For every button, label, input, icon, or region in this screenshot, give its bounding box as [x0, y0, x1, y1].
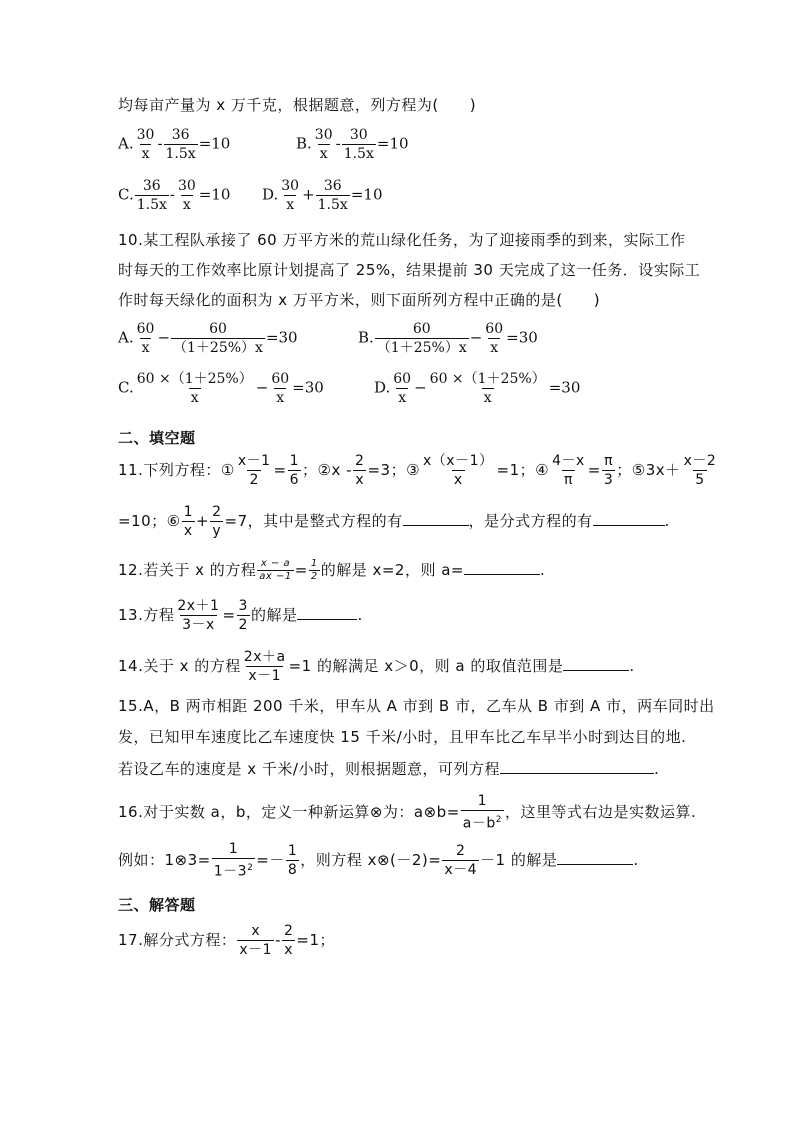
- q11-answer-blank-2[interactable]: [593, 511, 665, 526]
- q9-option-b: B. $\frac{30}{x}$ - $\frac{30}{1.5x}$ =10: [296, 127, 409, 162]
- q10-line1: 10.某工程队承接了 60 万平方米的荒山绿化任务，为了迎接雨季的到来，实际工作: [118, 231, 686, 249]
- section-heading-fill-in: 二、填空题: [118, 429, 196, 447]
- q9-stem-tail: 均每亩产量为 x 万千克，根据题意，列方程为( ): [118, 96, 477, 114]
- q12-answer-blank[interactable]: [464, 560, 540, 575]
- q16-line2: 例如：1⊗3= $\frac{1}{1-3^2}$ =－ $\frac{1}{8}$ ，则方程 x⊗(－2)= $\frac{2}{x-4}$ －1 的解是 .: [118, 841, 639, 880]
- q10-option-d: D. $\frac{60}{x}$ − $\frac{60 \times(1+25\%)}{x}$ =30: [374, 371, 581, 406]
- q10-option-b: B. $\frac{60}{(1+25\%)x}$ − $\frac{60}{x}$ =30: [358, 321, 538, 356]
- q17-line: 17.解分式方程： $\frac{x}{x-1}$ - $\frac{2}{x}$ =1；: [118, 923, 336, 958]
- q9-option-c: C. $\frac{36}{1.5x}$ - $\frac{30}{x}$ =10: [118, 178, 231, 213]
- q15-answer-blank[interactable]: [500, 759, 654, 774]
- q11-line2: =10；⑥ $\frac{1}{x}$ + $\frac{2}{y}$ =7，其中是整式方程的有 ，是分式方程的有 .: [118, 504, 670, 539]
- q12-line: 12.若关于 x 的方程 $\frac{x - a}{ax -1}$ = $\frac{1}{2}$ 的解是 x=2，则 a= .: [118, 558, 546, 582]
- q16-answer-blank[interactable]: [557, 850, 633, 865]
- q13-answer-blank[interactable]: [297, 605, 357, 620]
- q10-option-c: C. $\frac{60 \times(1+25\%)}{x}$ − $\frac{60}{x}$ =30: [118, 371, 324, 406]
- q10-option-a: A. $\frac{60}{x}$ − $\frac{60}{(1+25\%)x}$ =30: [118, 321, 298, 356]
- q15-line1: 15.A，B 两市相距 200 千米，甲车从 A 市到 B 市，乙车从 B 市到 A 市，两车同时出: [118, 697, 715, 715]
- q10-line2: 时每天的工作效率比原计划提高了 25%，结果提前 30 天完成了这一任务．设实际工: [118, 261, 701, 279]
- q10-line3: 作时每天绿化的面积为 x 万平方米，则下面所列方程中正确的是( ): [118, 291, 601, 309]
- q15-line3: 若设乙车的速度是 x 千米/小时，则根据题意，可列方程 .: [118, 760, 660, 778]
- q11-answer-blank-1[interactable]: [403, 511, 469, 526]
- q13-line: 13.方程 $\frac{2x+1}{3-x}$ = $\frac{3}{2}$ 的解是 .: [118, 598, 363, 633]
- q14-line: 14.关于 x 的方程 $\frac{2x+a}{x-1}$ =1 的解满足 x＞0，则 a 的取值范围是 .: [118, 649, 635, 684]
- q15-line2: 发，已知甲车速度比乙车速度快 15 千米/小时，且甲车比乙车早半小时到达目的地.: [118, 728, 687, 746]
- q14-answer-blank[interactable]: [563, 656, 629, 671]
- section-heading-solve: 三、解答题: [118, 896, 196, 914]
- q9-option-a: A. $\frac{30}{x}$ - $\frac{36}{1.5x}$ =10: [118, 127, 231, 162]
- q9-option-d: D. $\frac{30}{x}$ + $\frac{36}{1.5x}$ =10: [262, 178, 383, 213]
- q11-line1: 11.下列方程：① $\frac{x-1}{2}$ = $\frac{1}{6}$ ；②x - $\frac{2}{x}$ =3；③ $\frac{x(x-1)}{x}$ =1；④ $\frac{4-x}{\pi}$ = $\frac{\pi}{3}$ ；⑤3x＋ $\frac{x-2}{5}$: [118, 453, 717, 488]
- q16-line1: 16.对于实数 a，b，定义一种新运算⊗为：a⊗b= $\frac{1}{a-b^2}$ ，这里等式右边是实数运算.: [118, 793, 697, 832]
